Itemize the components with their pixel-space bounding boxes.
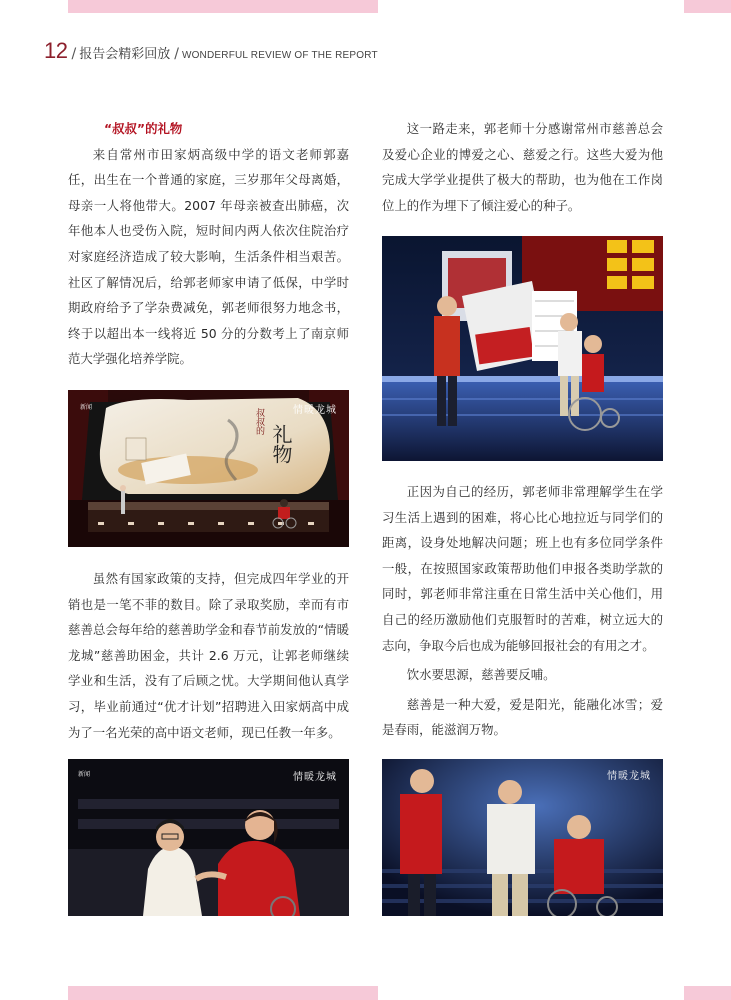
right-column-text-2	[382, 479, 663, 743]
section-title-cn: 报告会精彩回放	[79, 47, 171, 62]
left-column-text-2	[68, 566, 349, 745]
brand-watermark-1: 情暖龙城	[293, 405, 337, 416]
brand-watermark-4: 情暖龙城	[607, 771, 651, 782]
photo-stage-host	[382, 236, 663, 461]
tv-logo-1: 新闻	[80, 404, 93, 411]
right-paragraph-3: 饮水要思源，慈善要反哺。	[406, 667, 556, 683]
right-paragraph-2: 正因为自己的经历，郭老师非常理解学生在学习生活上遇到的困难，将心比心地拉近与同学们的距离，设身处地解决问题；班上也有多位同学条件一般，在按照国家政策帮助他们申报各类助学款的同时，郭老师非常注重在日常生活中关心他们，用自己的经历激励他们克服暂时的苦难，树立远大的志向，争取今后也成为能够回报社会的有用之才。	[382, 484, 663, 653]
article-subtitle: “叔叔”的礼物	[104, 121, 183, 136]
three-people-image	[382, 759, 663, 916]
header-separator: /	[71, 46, 77, 62]
section-title-en: WONDERFUL REVIEW OF THE REPORT	[181, 50, 378, 61]
tv-logo-3: 新闻	[78, 771, 91, 778]
right-paragraph-1: 这一路走来，郭老师十分感谢常州市慈善总会及爱心企业的博爱之心、慈爱之行。这些大爱为他完成大学学业提供了极大的帮助，也为他在工作岗位上的作为埋下了倾注爱心的种子。	[382, 121, 663, 213]
right-paragraph-4: 慈善是一种大爱，爱是阳光，能融化冰雪；爱是春雨，能滋润万物。	[382, 696, 663, 738]
top-pink-bar-left	[68, 0, 378, 13]
screen-title-large: 礼物	[269, 424, 293, 464]
bottom-pink-bar-left	[68, 986, 378, 1000]
photo-three-people	[382, 759, 663, 916]
page-header	[44, 38, 378, 64]
page-number: 12	[44, 38, 68, 63]
right-column-text-1	[382, 116, 663, 218]
photo-closeup-wheelchair	[68, 759, 349, 916]
brand-watermark-3: 情暖龙城	[293, 772, 337, 783]
bottom-pink-bar-right	[684, 986, 731, 1000]
photo-stage-screen	[68, 390, 349, 547]
header-separator-2: /	[174, 46, 179, 62]
left-paragraph-2: 虽然有国家政策的支持，但完成四年学业的开销也是一笔不菲的数目。除了录取奖励，幸而有市慈善总会每年给的慈善助学金和春节前发放的“情暖龙城”慈善助困金，共计 2.6 万元，让郭老师继续学业和生活，没有了后顾之忧。大学期间他认真学习，毕业前通过“优才计划”招聘进入田家炳高中成为了一名光荣的高中语文老师，现已任教一年多。	[68, 571, 349, 740]
left-paragraph-1: 来自常州市田家炳高级中学的语文老师郭嘉任，出生在一个普通的家庭，三岁那年父母离婚，母亲一人将他带大。2007 年母亲被查出肺癌，次年他本人也受伤入院，短时间内两人依次住院治疗对家庭经济造成了较大影响，生活条件相当艰苦。社区了解情况后，给郭老师家申请了低保，中学时期政府给予了学杂费减免，郭老师很努力地念书，终于以超出本一线将近 50 分的分数考上了南京师范大学强化培养学院。	[68, 146, 349, 367]
screen-title-small: 叔叔的	[254, 408, 264, 435]
top-pink-bar-right	[684, 0, 731, 13]
left-column-text-1	[68, 116, 349, 372]
stage-host-image	[382, 236, 663, 461]
